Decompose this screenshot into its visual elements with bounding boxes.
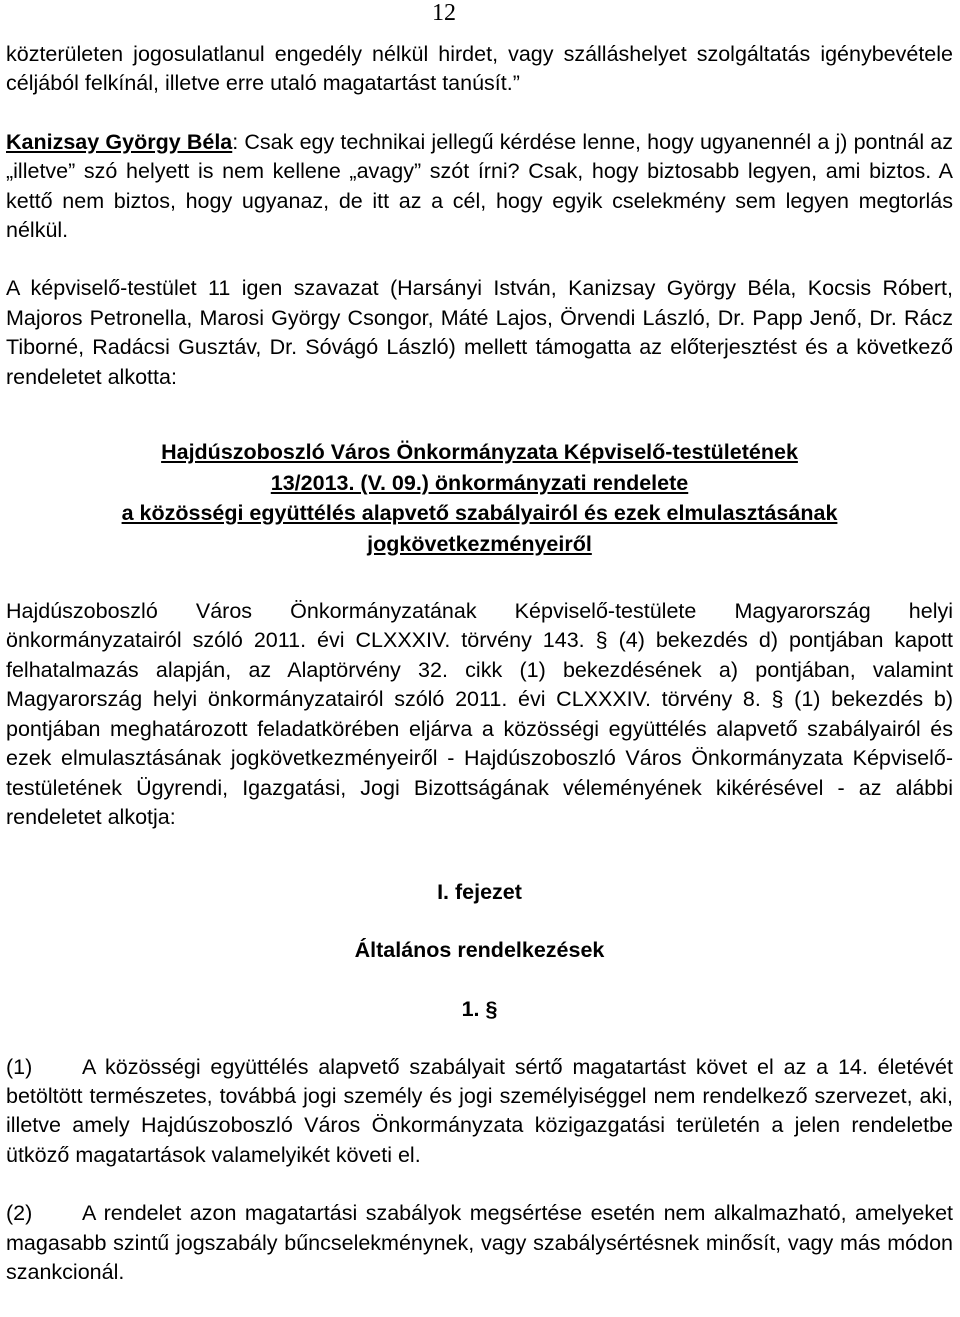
decree-title-line3: a közösségi együttélés alapvető szabályairól és ezek elmulasztásának bbox=[121, 501, 838, 526]
paragraph-2 bbox=[6, 1199, 953, 1287]
paragraph-1-text: A közösségi együttélés alapvető szabályait sértő magatartást követ el az a 14. életévét betöltött természetes, továbbá jogi személy és jogi személyiséggel nem rendelkező szervezet, aki, illetve amely Hajdúszoboszló Város Önkormányzata közigazgatási területén a jelen rendeletbe ütköző magatartások valamelyikét követi el. bbox=[6, 1054, 953, 1167]
speaker-paragraph bbox=[6, 128, 953, 246]
section-number: 1. § bbox=[461, 997, 498, 1022]
decree-title bbox=[6, 437, 953, 559]
chapter-heading: I. fejezet bbox=[437, 880, 522, 905]
paragraph-1-number: (1) bbox=[6, 1054, 33, 1079]
chapter-title: Általános rendelkezések bbox=[354, 937, 605, 962]
vote-paragraph: A képviselő-testület 11 igen szavazat (Harsányi István, Kanizsay György Béla, Kocsis Róbert, Majoros Petronella, Marosi György Csongor, Máté Lajos, Örvendi László, Dr. Papp Jenő, Dr. Rácz Tiborné, Radácsi Gusztáv, Dr. Sóvágó László) mellett támogatta az előterjesztést és a következő rendeletet alkotta: bbox=[6, 276, 953, 389]
page-number: 12 bbox=[432, 0, 456, 26]
speaker-name: Kanizsay György Béla bbox=[6, 129, 233, 154]
paragraph-2-number: (2) bbox=[6, 1201, 33, 1226]
paragraph-1 bbox=[6, 1053, 953, 1171]
speaker-separator: : bbox=[232, 129, 239, 154]
document-body bbox=[6, 40, 953, 1287]
preamble-paragraph: Hajdúszoboszló Város Önkormányzatának Képviselő-testülete Magyarország helyi önkormányzatairól szóló 2011. évi CLXXXIV. törvény 143. § (4) bekezdés d) pontjában kapott felhatalmazás alapján, az Alaptörvény 32. cikk (1) bekezdésének a) pontjában, valamint Magyarország helyi önkormányzatairól szóló 2011. évi CLXXXIV. törvény 8. § (1) bekezdés b) pontjában meghatározott feladatkörében eljárva a közösségi együttélés alapvető szabályairól és ezek elmulasztásának jogkövetkezményeiről - Hajdúszoboszló Város Önkormányzata Képviselő-testületének Ügyrendi, Igazgatási, Jogi Bizottságának véleményének kikérésével - az alábbi rendeletet alkotja: bbox=[6, 599, 953, 829]
intro-paragraph: közterületen jogosulatlanul engedély nélkül hirdet, vagy szálláshelyet szolgáltatás igénybevétele céljából felkínál, illetve erre utaló magatartást tanúsít.” bbox=[6, 42, 953, 96]
decree-title-line1: Hajdúszoboszló Város Önkormányzata Képviselő-testületének bbox=[161, 440, 798, 465]
decree-title-line2: 13/2013. (V. 09.) önkormányzati rendelete bbox=[270, 470, 689, 495]
speaker-text: Csak egy technikai jellegű kérdése lenne, hogy ugyanennél a j) pontnál az „illetve” szó helyett is nem kellene „avagy” szót írni? Csak, hogy biztosabb legyen, ami biztos. A kettő nem biztos, hogy ugyanaz, de itt az a cél, hogy egyik cselekmény sem legyen megtorlás nélkül. bbox=[6, 129, 953, 243]
paragraph-2-text: A rendelet azon magatartási szabályok megsértése esetén nem alkalmazható, amelyeket magasabb szintű jogszabály bűncselekménynek, vagy szabálysértésnek minősít, vagy más módon szankcionál. bbox=[6, 1201, 953, 1284]
decree-title-line4: jogkövetkezményeiről bbox=[367, 531, 592, 556]
